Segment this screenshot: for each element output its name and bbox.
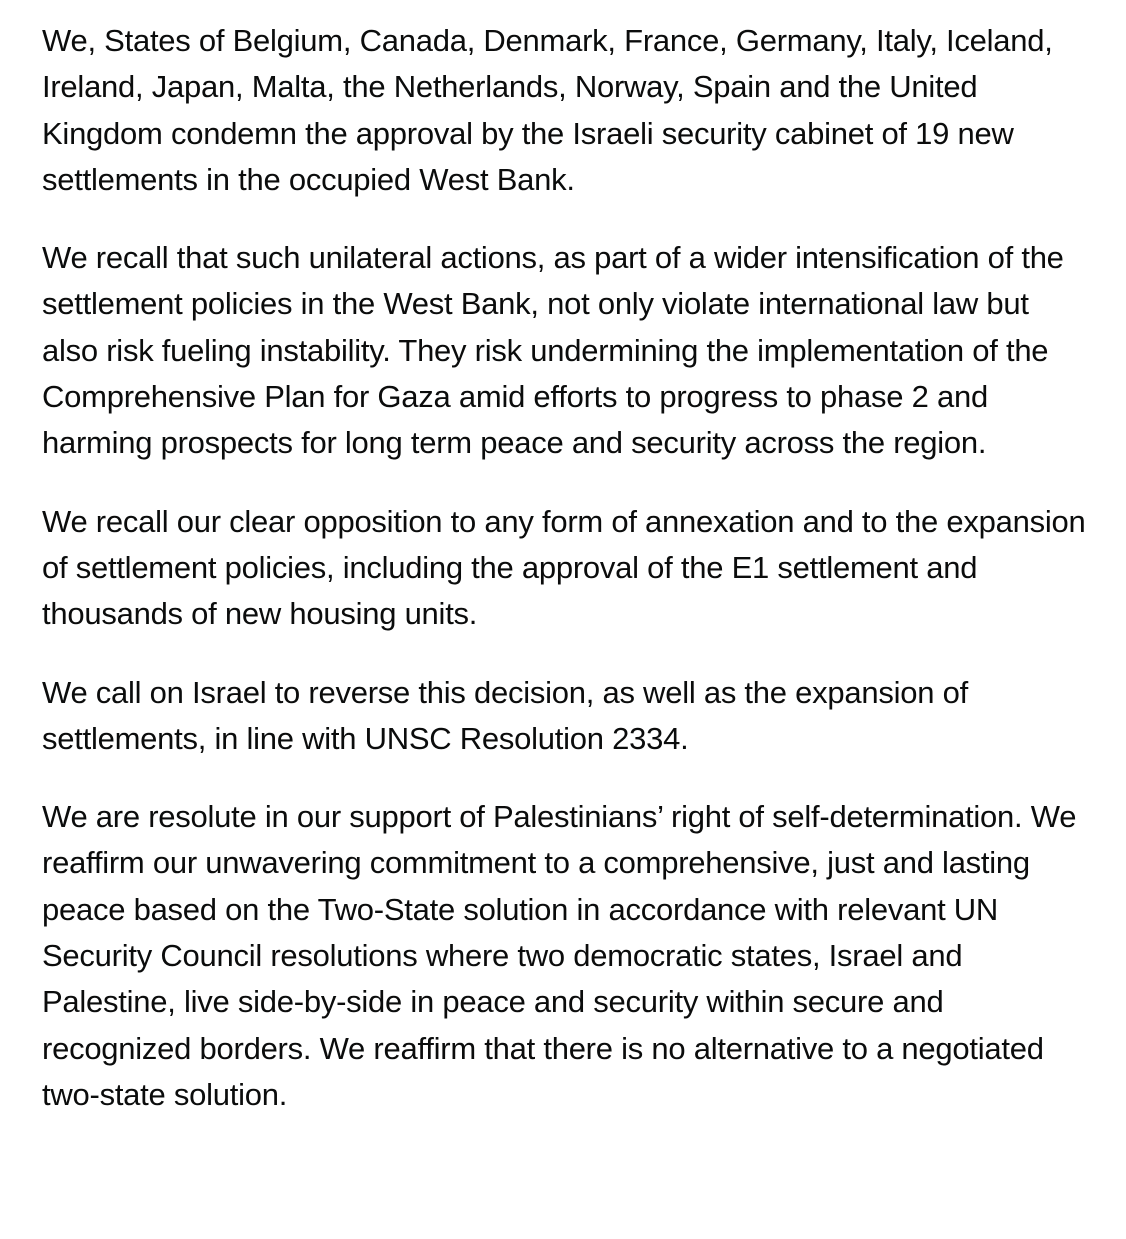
statement-paragraph-unilateral-actions: We recall that such unilateral actions, as part of a wider intensification of the settlement policies in the West Bank, not only violate international law but also risk fueling instability. They risk undermining the implementation of the Comprehensive Plan for Gaza amid efforts to progress to phase 2 and harming prospects for long term peace and security across the region.	[42, 240, 1064, 461]
statement-paragraph-condemnation: We, States of Belgium, Canada, Denmark, France, Germany, Italy, Iceland, Ireland, Japan, Malta, the Netherlands, Norway, Spain and the United Kingdom condemn the approval by the Israeli security cabinet of 19 new settlements in the occupied West Bank.	[42, 23, 1053, 197]
statement-paragraph-annexation-opposition: We recall our clear opposition to any form of annexation and to the expansion of settlement policies, including the approval of the E1 settlement and thousands of new housing units.	[42, 503, 1086, 632]
statement-paragraph-two-state-solution: We are resolute in our support of Palestinians’ right of self-determination. We reaffirm our unwavering commitment to a comprehensive, just and lasting peace based on the Two-State solution in accordance with relevant UN Security Council resolutions where two democratic states, Israel and Palestine, live side-by-side in peace and security within secure and recognized borders. We reaffirm that there is no alternative to a negotiated two-state solution.	[42, 799, 1077, 1112]
joint-statement-body	[42, 18, 1092, 1118]
statement-paragraph-call-to-reverse: We call on Israel to reverse this decision, as well as the expansion of settlements, in line with UNSC Resolution 2334.	[42, 674, 968, 756]
